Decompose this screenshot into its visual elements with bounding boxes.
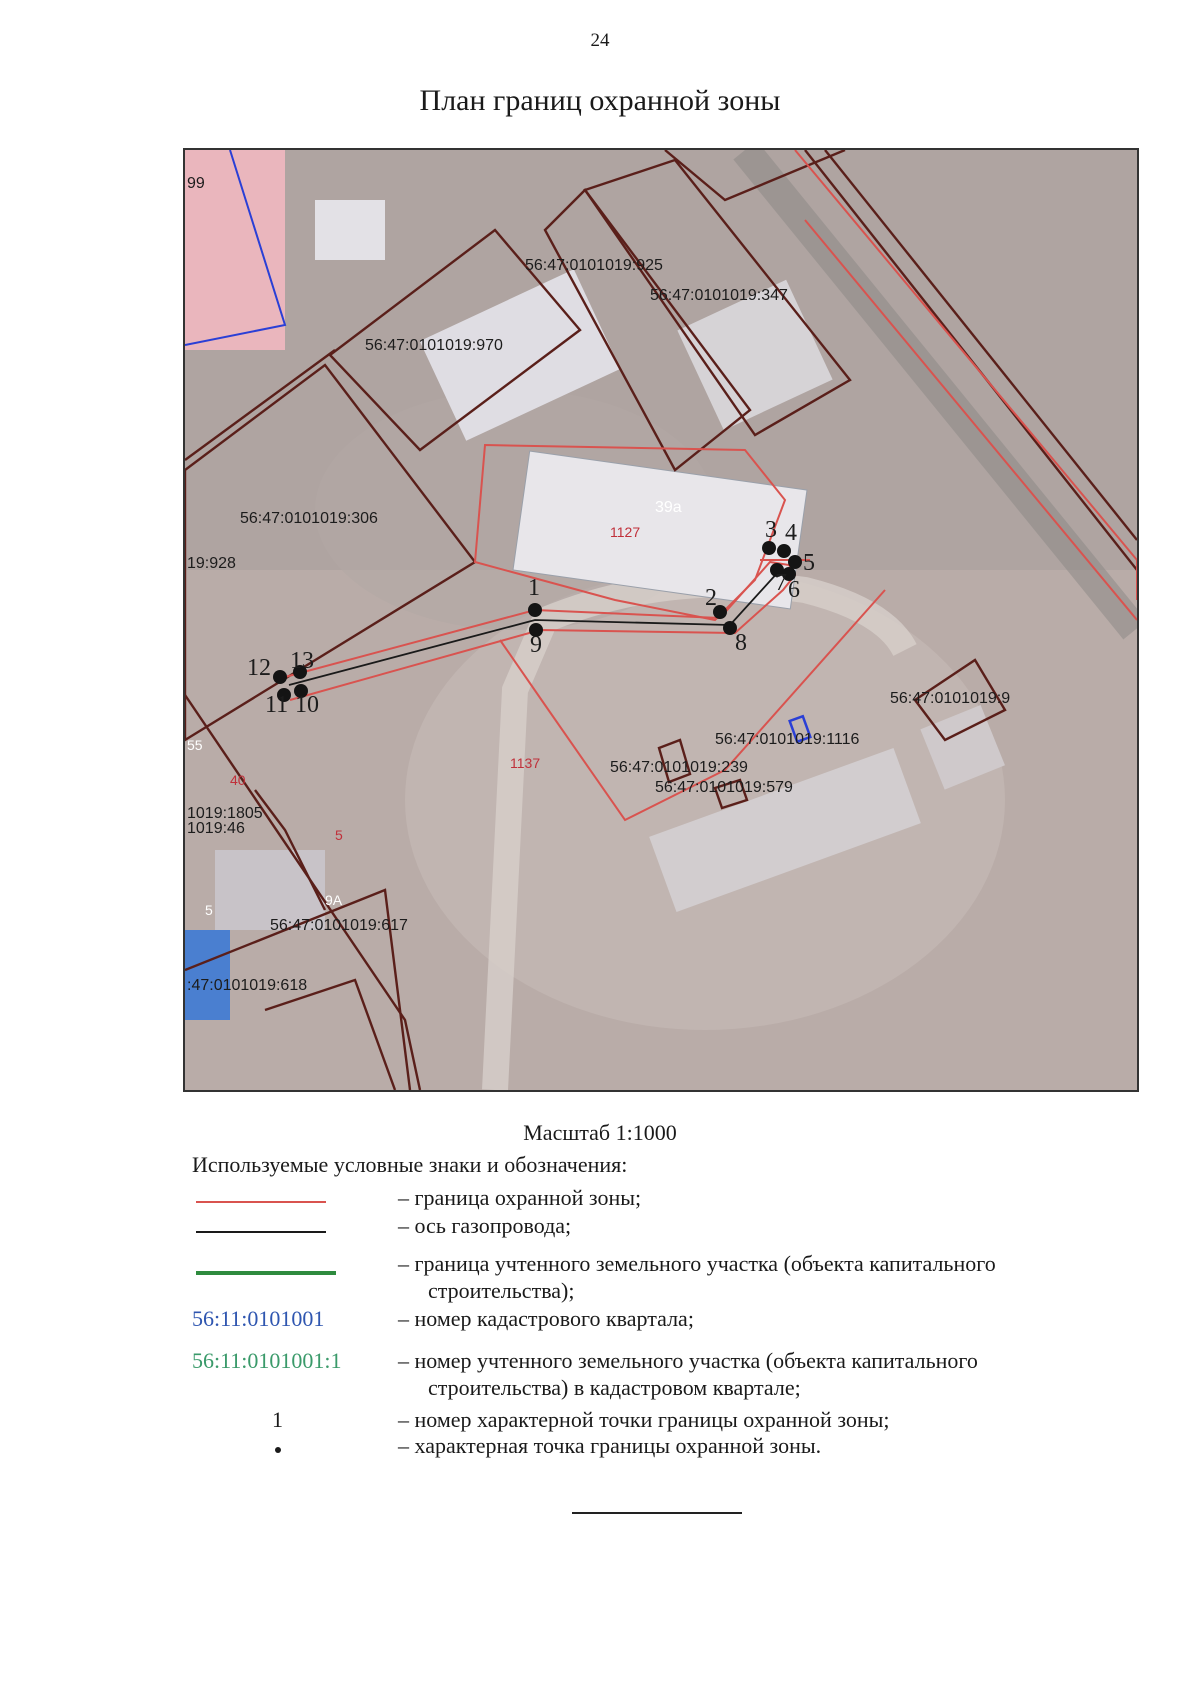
svg-text:5: 5 xyxy=(205,902,213,918)
svg-text:56:47:0101019:239: 56:47:0101019:239 xyxy=(610,759,748,776)
svg-text:9: 9 xyxy=(530,632,542,658)
svg-text:1: 1 xyxy=(528,575,540,601)
svg-text:3: 3 xyxy=(765,517,777,543)
svg-text:19:928: 19:928 xyxy=(187,555,236,572)
svg-text:39а: 39а xyxy=(655,499,682,516)
page-number: 24 xyxy=(590,30,610,51)
legend-item-parcel-number: – номер учтенного земельного участка (объекта капитального строительства) в кадастровом квартале; xyxy=(398,1348,978,1400)
legend-parcel-symbol: 56:11:0101001:1 xyxy=(192,1348,342,1373)
svg-text:1019:46: 1019:46 xyxy=(187,820,245,837)
svg-text:10: 10 xyxy=(295,692,319,718)
svg-text:11: 11 xyxy=(265,692,289,718)
svg-text:56:47:0101019:9: 56:47:0101019:9 xyxy=(890,690,1011,707)
svg-text:99: 99 xyxy=(187,175,205,192)
legend-item-zone-border: – граница охранной зоны; xyxy=(398,1185,642,1210)
svg-text:13: 13 xyxy=(290,648,314,674)
page-title: План границ охранной зоны xyxy=(419,84,781,117)
svg-text:1127: 1127 xyxy=(610,524,641,540)
svg-text:2: 2 xyxy=(705,585,717,611)
svg-text:56:47:0101019:579: 56:47:0101019:579 xyxy=(655,779,793,796)
svg-text:5: 5 xyxy=(335,827,343,843)
svg-text:56:47:0101019:925: 56:47:0101019:925 xyxy=(525,257,663,274)
svg-text:56:47:0101019:970: 56:47:0101019:970 xyxy=(365,337,503,354)
svg-text::47:0101019:618: :47:0101019:618 xyxy=(187,977,308,994)
svg-text:9А: 9А xyxy=(325,892,343,908)
point-3 xyxy=(762,541,776,555)
svg-text:5: 5 xyxy=(803,550,815,576)
point-4 xyxy=(777,544,791,558)
legend-quarter-symbol: 56:11:0101001 xyxy=(192,1306,325,1331)
svg-text:56:47:0101019:1116: 56:47:0101019:1116 xyxy=(715,731,860,748)
legend-heading: Используемые условные знаки и обозначения: xyxy=(192,1152,628,1177)
legend-dot-symbol xyxy=(275,1447,281,1453)
legend-item-parcel-border: – граница учтенного земельного участка (объекта капитального строительства); xyxy=(398,1251,996,1303)
svg-text:56:47:0101019:617: 56:47:0101019:617 xyxy=(270,917,408,934)
svg-text:4: 4 xyxy=(785,520,797,546)
legend-black-line-symbol xyxy=(196,1231,326,1233)
svg-text:56:47:0101019:347: 56:47:0101019:347 xyxy=(650,287,788,304)
legend-item-point-number: – номер характерной точки границы охранной зоны; xyxy=(398,1407,890,1432)
point-1 xyxy=(528,603,542,617)
legend-green-line-symbol xyxy=(196,1271,336,1275)
legend-point-number-symbol: 1 xyxy=(272,1407,283,1432)
map-scale: Масштаб 1:1000 xyxy=(523,1120,677,1145)
svg-text:8: 8 xyxy=(735,630,747,656)
svg-text:1019:1805: 1019:1805 xyxy=(187,805,263,822)
svg-text:55: 55 xyxy=(187,737,203,753)
protection-zone-map xyxy=(185,150,1137,1090)
map-frame xyxy=(183,148,1139,1092)
legend-red-line-symbol xyxy=(196,1201,326,1203)
svg-text:40: 40 xyxy=(230,772,246,788)
point-12 xyxy=(273,670,287,684)
svg-text:1137: 1137 xyxy=(510,755,541,771)
svg-text:56:47:0101019:306: 56:47:0101019:306 xyxy=(240,510,378,527)
svg-text:12: 12 xyxy=(247,655,271,681)
legend-item-pipeline-axis: – ось газопровода; xyxy=(398,1213,572,1238)
end-rule xyxy=(572,1512,742,1514)
svg-text:7: 7 xyxy=(775,570,787,596)
point-5 xyxy=(788,555,802,569)
legend-item-quarter-number: – номер кадастрового квартала; xyxy=(398,1306,694,1331)
legend-item-characteristic-point: – характерная точка границы охранной зоны. xyxy=(398,1433,822,1458)
svg-text:6: 6 xyxy=(788,577,800,603)
